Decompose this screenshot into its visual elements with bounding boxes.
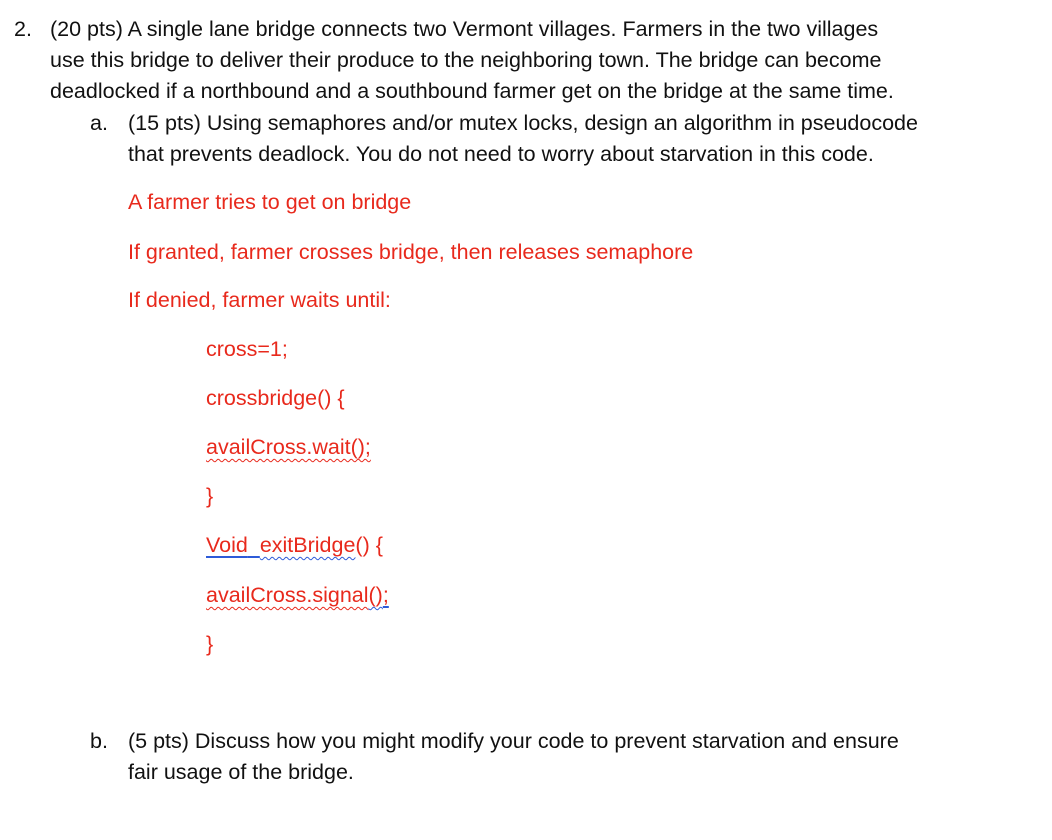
code-signal-parens: () [368, 583, 383, 607]
code-close-brace-2: } [206, 632, 214, 656]
code-cross-init: cross=1; [206, 337, 288, 361]
question-text-line-1: (20 pts) A single lane bridge connects two Vermont villages. Farmers in the two villages [50, 17, 879, 41]
part-b-text-line-2: fair usage of the bridge. [128, 760, 354, 784]
answer-line-1: A farmer tries to get on bridge [128, 190, 412, 214]
code-signal-semicolon: ; [382, 583, 389, 607]
code-wait-call [206, 432, 371, 462]
code-signal-call [206, 580, 389, 610]
code-wait-call-text: availCross.wait(); [206, 435, 371, 459]
code-exit-name: exitBridge [259, 533, 356, 557]
code-signal-obj: availCross.signal [206, 583, 369, 607]
code-exit-rest: () { [355, 533, 383, 557]
code-crossbridge-open: crossbridge() { [206, 386, 345, 410]
question-text-line-3: deadlocked if a northbound and a southbound farmer get on the bridge at the same time. [50, 79, 894, 103]
code-exit-bridge [206, 530, 383, 560]
answer-line-2: If granted, farmer crosses bridge, then releases semaphore [128, 240, 694, 264]
question-text-line-2: use this bridge to deliver their produce to the neighboring town. The bridge can become [50, 48, 882, 72]
question-number: 2. [14, 17, 32, 41]
code-exit-void: Void [206, 533, 248, 557]
part-b-text-line-1: (5 pts) Discuss how you might modify your code to prevent starvation and ensure [128, 729, 899, 753]
part-b-label: b. [90, 729, 108, 753]
code-close-brace-1: } [206, 484, 214, 508]
part-a-text-line-2: that prevents deadlock. You do not need to worry about starvation in this code. [128, 142, 874, 166]
part-a-label: a. [90, 111, 108, 135]
answer-line-3: If denied, farmer waits until: [128, 288, 391, 312]
part-a-text-line-1: (15 pts) Using semaphores and/or mutex locks, design an algorithm in pseudocode [128, 111, 918, 135]
